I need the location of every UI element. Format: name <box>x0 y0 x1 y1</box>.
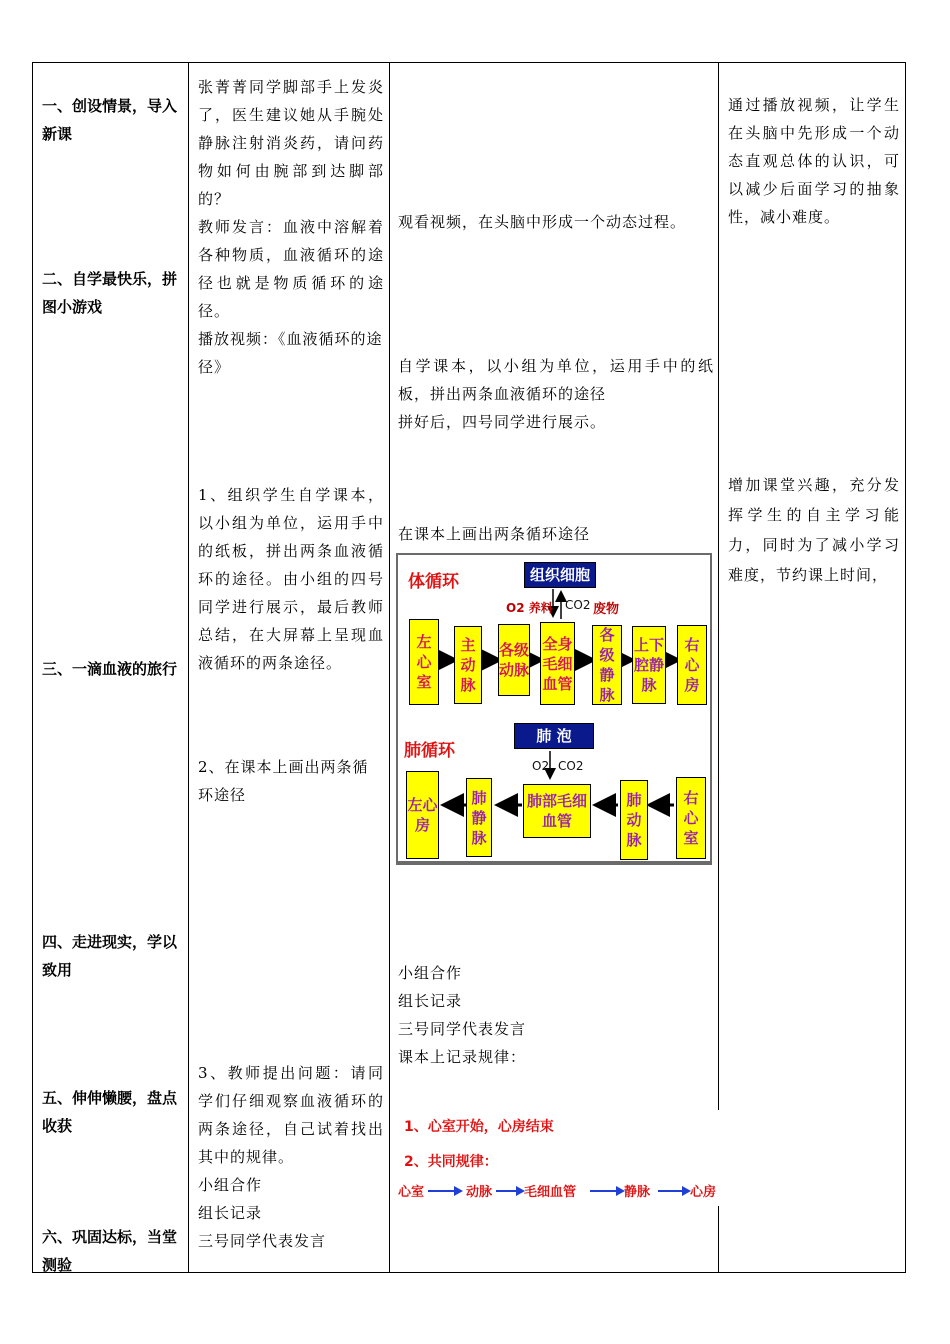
teacher-video: 播放视频：《血液循环的途径》 <box>198 330 383 376</box>
flow-arrow-icon <box>658 1185 692 1197</box>
intent-video: 通过播放视频，让学生在头脑中先形成一个动态直观总体的认识，可以减少后面学习的抽象性，减小难度。 <box>728 96 900 226</box>
systemic-box-capillaries: 全身毛细血管 <box>540 622 575 705</box>
systemic-box-right-atrium: 右心房 <box>677 625 707 705</box>
column-divider <box>718 62 719 1273</box>
rule-1: 1、心室开始，心房结束 <box>404 1119 554 1135</box>
systemic-box-left-ventricle: 左心室 <box>409 619 439 705</box>
student-self-study: 自学课本，以小组为单位，运用手中的纸板，拼出两条血液循环的途径 <box>398 357 714 403</box>
o2-label: O2 <box>532 759 550 773</box>
pulmonary-box-right-ventricle: 右心室 <box>676 777 706 859</box>
teacher-task-1: 1、组织学生自学课本，以小组为单位，运用手中的纸板，拼出两条血液循环的途径。由小组的四号同学进行展示，最后教师总结，在大屏幕上呈现血液循环的两条途径。 <box>198 486 384 672</box>
step-3: 三、一滴血液的旅行 <box>42 660 178 678</box>
systemic-box-arteries: 各级动脉 <box>498 624 530 696</box>
flow-arrow-icon <box>496 1185 526 1197</box>
step-1: 一、创设情景，导入新课 <box>42 97 178 143</box>
step-6: 六、巩固达标，当堂测验 <box>42 1228 178 1274</box>
intent-interest: 增加课堂兴趣，充分发挥学生的自主学习能力，同时为了减小学习难度，节约课上时间， <box>728 476 900 584</box>
o2-nutrient-label: O2 养料 <box>506 601 553 615</box>
rule-2: 2、共同规律： <box>404 1154 498 1170</box>
student-group-work: 小组合作 <box>398 964 463 982</box>
pulmonary-title: 肺循环 <box>404 741 455 761</box>
flow-ventricle: 心室 <box>398 1185 425 1200</box>
pulmonary-box-pulmonary-artery: 肺动脉 <box>620 780 648 860</box>
pulmonary-box-capillaries: 肺部毛细血管 <box>523 784 591 838</box>
column-divider <box>389 62 390 1273</box>
systemic-box-vena-cava: 上下腔静脉 <box>632 626 666 704</box>
flow-capillary: 毛细血管 <box>524 1185 577 1200</box>
co2-label: CO2 <box>565 598 591 612</box>
circulation-diagram <box>396 553 712 865</box>
pulmonary-box-pulmonary-vein: 肺静脉 <box>466 778 492 857</box>
rule-flow <box>398 1181 718 1203</box>
waste-label: 废物 <box>593 602 620 617</box>
teacher-group-work: 小组合作 <box>198 1176 263 1194</box>
student-record-rule: 课本上记录规律： <box>398 1048 527 1066</box>
step-4: 四、走进现实，学以致用 <box>42 933 178 979</box>
student-watch-video: 观看视频，在头脑中形成一个动态过程。 <box>398 213 687 231</box>
teacher-remark: 教师发言：血液中溶解着各种物质，血液循环的途径也就是物质循环的途径。 <box>198 218 384 320</box>
co2-label-pulmonary: CO2 <box>558 759 584 773</box>
flow-arrow-icon <box>590 1185 626 1197</box>
flow-arrow-icon <box>428 1185 464 1197</box>
systemic-box-veins: 各级静脉 <box>592 625 622 705</box>
teacher-leader-record: 组长记录 <box>198 1204 263 1222</box>
tissue-cell-box: 组织细胞 <box>524 562 596 588</box>
pulmonary-box-left-atrium: 左心房 <box>406 771 439 859</box>
alveoli-box: 肺 泡 <box>514 723 594 749</box>
flow-artery: 动脉 <box>466 1185 493 1200</box>
teacher-speaker: 三号同学代表发言 <box>198 1232 327 1250</box>
systemic-box-aorta: 主动脉 <box>454 626 482 704</box>
student-speaker: 三号同学代表发言 <box>398 1020 527 1038</box>
teacher-task-2: 2、在课本上画出两条循环途径 <box>198 758 369 804</box>
teacher-task-3: 3、教师提出问题：请同学们仔细观察血液循环的两条途径，自己试着找出其中的规律。 <box>198 1064 384 1166</box>
teacher-scenario: 张菁菁同学脚部手上发炎了，医生建议她从手腕处静脉注射消炎药，请问药物如何由腕部到达脚部的？ <box>198 78 384 208</box>
flow-vein: 静脉 <box>624 1185 651 1200</box>
flow-atrium: 心房 <box>690 1185 717 1200</box>
student-leader-record: 组长记录 <box>398 992 463 1010</box>
student-draw: 在课本上画出两条循环途径 <box>398 525 591 543</box>
step-2: 二、自学最快乐，拼图小游戏 <box>42 270 178 316</box>
student-display: 拼好后，四号同学进行展示。 <box>398 413 607 431</box>
column-divider <box>188 62 189 1273</box>
systemic-title: 体循环 <box>408 572 459 592</box>
step-5: 五、伸伸懒腰，盘点收获 <box>42 1089 178 1135</box>
